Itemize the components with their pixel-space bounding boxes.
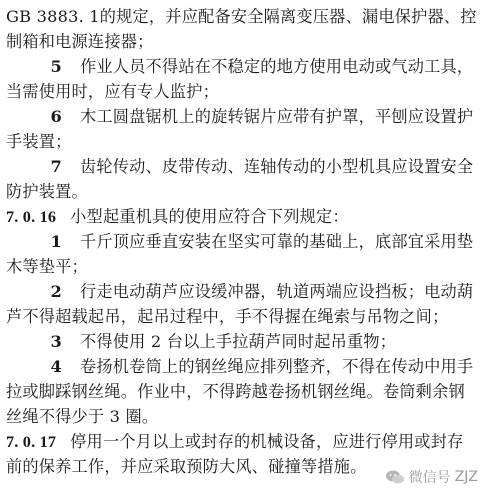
text-line: 拉或脚踩钢丝绳。作业中，不得跨越卷扬机钢丝绳。卷筒剩余钢	[6, 382, 465, 401]
list-item: 3 不得使用 2 台以上手拉葫芦同时起吊重物；	[6, 329, 480, 354]
watermark-label: 微信号	[408, 470, 451, 486]
wechat-icon	[385, 469, 405, 485]
text-line: 制箱和电源连接器；	[6, 32, 154, 51]
text-line: GB 3883. 1的规定，并应配备安全隔离变压器、漏电保护器、控	[6, 7, 477, 26]
item-number: 3	[50, 332, 62, 351]
item-number: 1	[50, 232, 62, 251]
watermark-handle: ZJZ	[454, 469, 478, 485]
section-number: 7. 0. 16	[6, 208, 57, 226]
section-number: 7. 0. 17	[6, 433, 57, 451]
text-line: 前的保养工作，并应采取预防大风、碰撞等措施。	[6, 457, 367, 476]
text-line: 当需使用时，应有专人监护；	[6, 82, 220, 101]
watermark	[385, 466, 478, 488]
item-number: 4	[50, 357, 62, 376]
item-number: 5	[50, 57, 62, 76]
item-number: 7	[50, 157, 62, 176]
text-line: 木等垫平；	[6, 257, 88, 276]
section-heading: 7. 0. 16 小型起重机具的使用应符合下列规定：	[6, 204, 480, 229]
list-item: 1 千斤顶应垂直安装在坚实可靠的基础上，底部宜采用垫	[6, 229, 480, 254]
item-number: 6	[50, 107, 62, 126]
list-item: 7 齿轮传动、皮带传动、连轴传动的小型机具应设置安全	[6, 154, 480, 179]
text-line: 丝绳不得少于 3 圈。	[6, 407, 159, 426]
list-item: 4 卷扬机卷筒上的钢丝绳应排列整齐，不得在传动中用手	[6, 354, 480, 379]
text-line: 防护装置。	[6, 182, 88, 201]
text-line: 芦不得超载起吊，起吊过程中，手不得握在绳索与吊物之间；	[6, 307, 449, 326]
text-line: 手装置；	[6, 132, 72, 151]
list-item: 6 木工圆盘锯机上的旋转锯片应带有护罩，平刨应设置护	[6, 104, 480, 129]
list-item: 2 行走电动葫芦应设缓冲器，轨道两端应设挡板；电动葫	[6, 279, 480, 304]
item-number: 2	[50, 282, 62, 301]
section-heading: 7. 0. 17 停用一个月以上或封存的机械设备，应进行停用或封存	[6, 429, 480, 454]
list-item: 5 作业人员不得站在不稳定的地方使用电动或气动工具，	[6, 54, 480, 79]
